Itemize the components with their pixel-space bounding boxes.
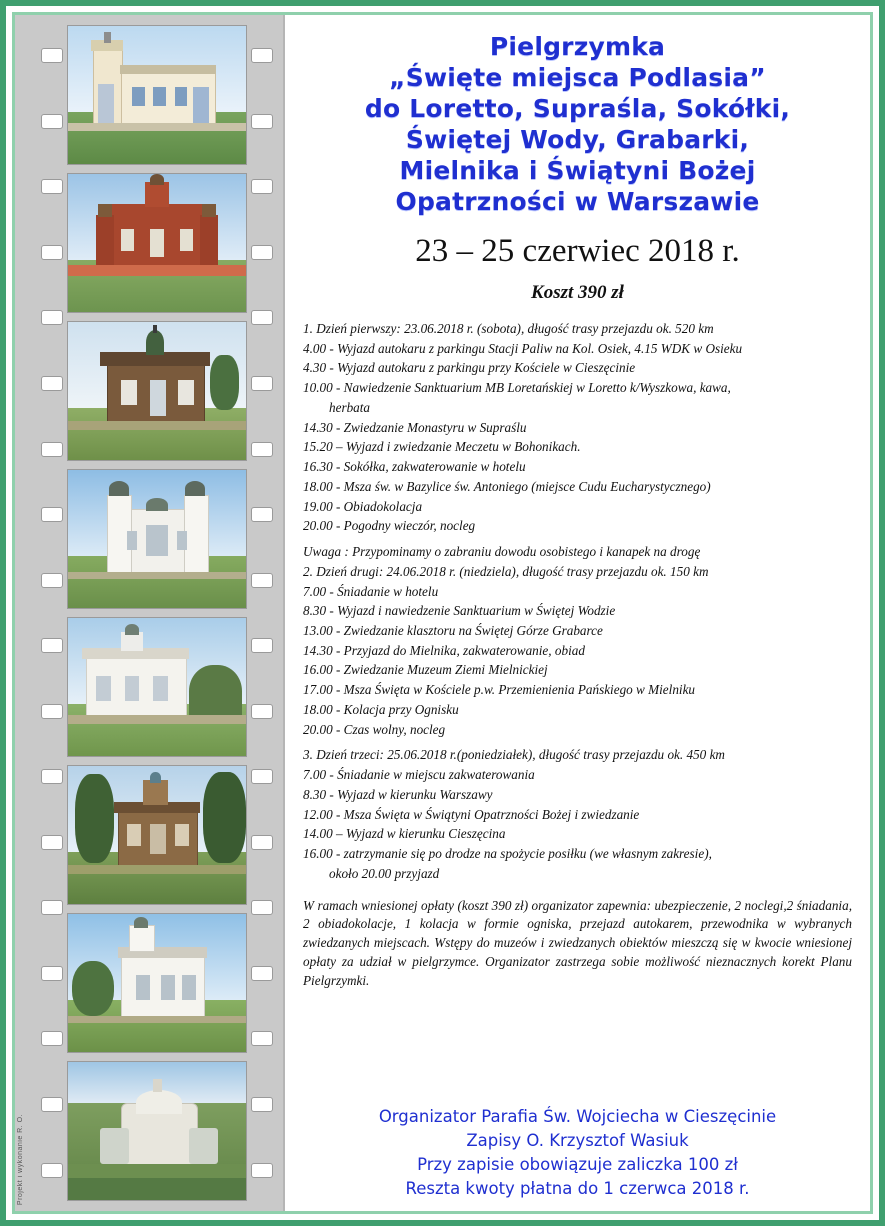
sprocket-hole — [41, 114, 63, 129]
program-line: 14.30 - Zwiedzanie Monastyru w Supraślu — [303, 419, 527, 435]
photo-suprasl-monastery — [67, 173, 247, 313]
program-list — [303, 320, 852, 885]
sprocket-column-right — [247, 15, 277, 1211]
sprocket-hole — [251, 48, 273, 63]
poster-content — [285, 15, 870, 1211]
sprocket-hole — [41, 179, 63, 194]
sprocket-hole — [251, 835, 273, 850]
sprocket-hole — [251, 638, 273, 653]
trip-dates: 23 – 25 czerwiec 2018 r. — [415, 233, 740, 269]
program-line: 13.00 - Zwiedzanie klasztoru na Świętej Górze Grabarce — [303, 623, 603, 639]
photo-grabarka-monastery — [67, 765, 247, 905]
sprocket-hole — [41, 310, 63, 325]
title-line-2: „Święte miejsca Podlasia” — [389, 63, 766, 92]
sprocket-hole — [41, 245, 63, 260]
program-line: około 20.00 przyjazd — [329, 865, 440, 881]
program-line: 18.00 - Kolacja przy Ognisku — [303, 701, 459, 717]
sprocket-hole — [41, 835, 63, 850]
sprocket-hole — [41, 442, 63, 457]
photo-swieta-woda-sanctuary — [67, 617, 247, 757]
sprocket-hole — [251, 179, 273, 194]
program-line: 14.30 - Przyjazd do Mielnika, zakwaterowanie, obiad — [303, 642, 585, 658]
sprocket-hole — [41, 769, 63, 784]
sprocket-hole — [251, 310, 273, 325]
organizer-line: Organizator Parafia Św. Wojciecha w Cieszęcinie — [378, 1107, 777, 1127]
photo-frames — [67, 21, 247, 1205]
program-line: 10.00 - Nawiedzenie Sanktuarium MB Loretańskiej w Loretto k/Wyszkowa, kawa, — [303, 380, 731, 396]
program-line: 12.00 - Msza Święta w Świątyni Opatrzności Bożej i zwiedzanie — [303, 806, 640, 822]
program-line: herbata — [329, 399, 371, 415]
program-line: 17.00 - Msza Święta w Kościele p.w. Przemienienia Pańskiego w Mielniku — [303, 682, 696, 698]
program-line: 14.00 – Wyjazd w kierunku Cieszęcina — [303, 826, 506, 842]
sprocket-hole — [41, 966, 63, 981]
program-line: 1. Dzień pierwszy: 23.06.2018 r. (sobota), długość trasy przejazdu ok. 520 km — [303, 321, 714, 336]
fee-details-note: W ramach wniesionej opłaty (koszt 390 zł) organizator zapewnia: ubezpieczenie, 2 noclegi,2 śniadania, 2 obiadokolacje, 1 kolacja w formie ogniska, przejazd autokarem, przewodnika w wybranych zwiedzanych miejscach. Wstępy do muzeów i zwiedzanych obiektów mieszczą się w kwocie wniesionej opłaty za udział w pielgrzymce. Organizator zastrzega sobie możliwość nieznacznych korekt Planu Pielgrzymki. — [303, 897, 852, 988]
program-line: 2. Dzień drugi: 24.06.2018 r. (niedziela), długość trasy przejazdu ok. 150 km — [303, 563, 709, 579]
sprocket-hole — [41, 704, 63, 719]
sprocket-hole — [41, 48, 63, 63]
balance-due-line: Reszta kwoty płatna do 1 czerwca 2018 r. — [405, 1179, 750, 1199]
sprocket-hole — [251, 1097, 273, 1112]
program-line: 20.00 - Pogodny wieczór, nocleg — [303, 518, 476, 534]
page-title — [303, 31, 852, 217]
program-line: 16.30 - Sokółka, zakwaterowanie w hotelu — [303, 459, 526, 475]
photo-bohoniki-mosque — [67, 321, 247, 461]
program-line: 20.00 - Czas wolny, nocleg — [303, 721, 446, 737]
program-line: 8.30 - Wyjazd w kierunku Warszawy — [303, 786, 493, 802]
sprocket-hole — [251, 507, 273, 522]
program-line: 7.00 - Śniadanie w hotelu — [303, 583, 439, 599]
photo-loretto-sanctuary — [67, 25, 247, 165]
sprocket-hole — [251, 704, 273, 719]
sprocket-hole — [41, 507, 63, 522]
sprocket-hole — [251, 573, 273, 588]
program-line: 7.00 - Śniadanie w miejscu zakwaterowania — [303, 767, 535, 783]
program-line: 8.30 - Wyjazd i nawiedzenie Sanktuarium w Świętej Wodzie — [303, 603, 616, 619]
sprocket-hole — [251, 1031, 273, 1046]
photo-sokolka-basilica — [67, 469, 247, 609]
title-line-4: Świętej Wody, Grabarki, — [405, 125, 750, 154]
sprocket-hole — [41, 573, 63, 588]
sprocket-hole — [251, 1163, 273, 1178]
sprocket-hole — [251, 442, 273, 457]
poster-inner-border — [12, 12, 873, 1214]
program-line: 4.30 - Wyjazd autokaru z parkingu przy Kościele w Cieszęcinie — [303, 360, 636, 376]
trip-cost: Koszt 390 zł — [531, 282, 624, 303]
sprocket-hole — [251, 966, 273, 981]
photo-swiatynia-opatrznosci — [67, 1061, 247, 1201]
title-line-5: Mielnika i Świątyni Bożej — [399, 156, 756, 185]
sprocket-hole — [251, 900, 273, 915]
sprocket-hole — [41, 376, 63, 391]
sprocket-hole — [41, 638, 63, 653]
program-line: 18.00 - Msza św. w Bazylice św. Antoniego (miejsce Cudu Eucharystycznego) — [303, 478, 711, 494]
filmstrip — [15, 15, 285, 1211]
sprocket-hole — [41, 1163, 63, 1178]
sprocket-hole — [41, 900, 63, 915]
sprocket-hole — [251, 245, 273, 260]
program-line: 3. Dzień trzeci: 25.06.2018 r.(poniedziałek), długość trasy przejazdu ok. 450 km — [303, 747, 725, 763]
program-line: 15.20 – Wyjazd i zwiedzanie Meczetu w Bohonikach. — [303, 439, 581, 455]
sprocket-hole — [251, 769, 273, 784]
photo-mielnik-church — [67, 913, 247, 1053]
program-line: 16.00 - zatrzymanie się po drodze na spożycie posiłku (we własnym zakresie), — [303, 846, 712, 862]
program-line: 19.00 - Obiadokolacja — [303, 498, 423, 514]
signup-line: Zapisy O. Krzysztof Wasiuk — [466, 1131, 689, 1151]
sprocket-hole — [41, 1031, 63, 1046]
sprocket-hole — [41, 1097, 63, 1112]
program-note-documents: Uwaga : Przypominamy o zabraniu dowodu osobistego i kanapek na drogę — [303, 544, 701, 560]
deposit-line: Przy zapisie obowiązuje zaliczka 100 zł — [417, 1155, 738, 1175]
title-line-1: Pielgrzymka — [489, 32, 666, 61]
sprocket-hole — [251, 114, 273, 129]
sprocket-hole — [251, 376, 273, 391]
organizer-footer — [303, 1095, 852, 1201]
title-line-6: Opatrzności w Warszawie — [395, 187, 760, 216]
program-line: 4.00 - Wyjazd autokaru z parkingu Stacji Paliw na Kol. Osiek, 4.15 WDK w Osieku — [303, 340, 743, 356]
designer-credit: Projekt i wykonanie R. O. — [17, 1113, 24, 1205]
sprocket-column-left — [37, 15, 67, 1211]
title-line-3: do Loretto, Supraśla, Sokółki, — [364, 94, 791, 123]
program-line: 16.00 - Zwiedzanie Muzeum Ziemi Mielnickiej — [303, 662, 548, 678]
